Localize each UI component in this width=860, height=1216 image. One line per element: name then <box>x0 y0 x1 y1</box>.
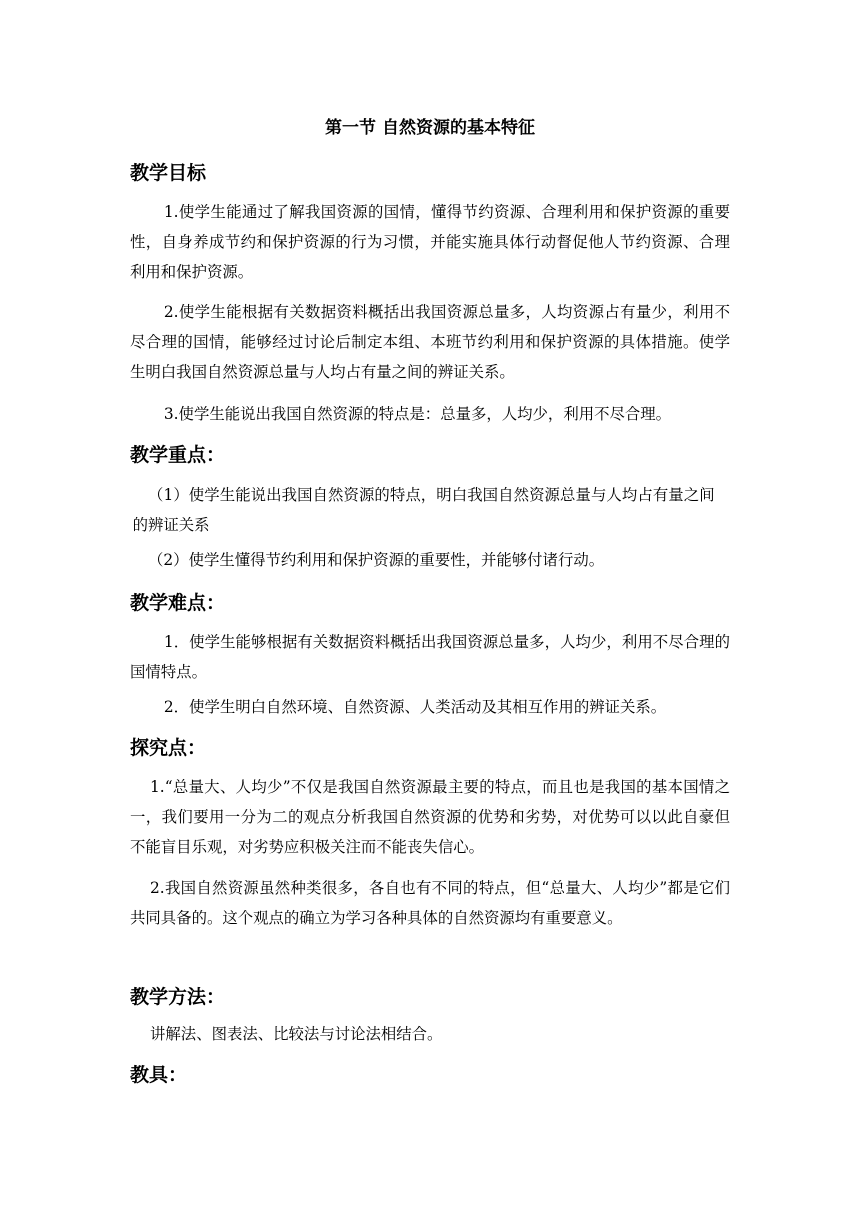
method-item-1: 讲解法、图表法、比较法与讨论法相结合。 <box>150 1025 443 1043</box>
methods-heading: 教学方法： <box>130 986 226 1008</box>
key-points-heading: 教学重点： <box>130 444 226 466</box>
inquiry-heading: 探究点： <box>130 737 207 759</box>
difficulty-item-1: 1．使学生能够根据有关数据资料概括出我国资源总量多，人均少，利用不尽合理的国情特点。 <box>130 633 730 681</box>
objectives-heading: 教学目标 <box>130 162 207 184</box>
objective-item-1: 1.使学生能通过了解我国资源的国情，懂得节约资源、合理利用和保护资源的重要性，自身养成节约和保护资源的行为习惯，并能实施具体行动督促他人节约资源、合理利用和保护资源。 <box>130 203 730 281</box>
inquiry-item-1: 1.“总量大、人均少”不仅是我国自然资源最主要的特点，而且也是我国的基本国情之一，我们要用一分为二的观点分析我国自然资源的优势和劣势，对优势可以以此自豪但不能盲目乐观，对劣势应积极关注而不能丧失信心。 <box>130 778 730 856</box>
difficulties-heading: 教学难点： <box>130 592 226 614</box>
lesson-title: 第一节 自然资源的基本特征 <box>325 118 535 138</box>
key-point-item-2: （2）使学生懂得节约利用和保护资源的重要性，并能够付诸行动。 <box>148 551 605 569</box>
key-point-item-1: （1）使学生能说出我国自然资源的特点，明白我国自然资源总量与人均占有量之间的辨证关系 <box>132 486 715 534</box>
inquiry-item-2: 2.我国自然资源虽然种类很多，各自也有不同的特点，但“总量大、人均少”都是它们共同具备的。这个观点的确立为学习各种具体的自然资源均有重要意义。 <box>130 879 730 927</box>
objective-item-3: 3.使学生能说出我国自然资源的特点是：总量多，人均少，利用不尽合理。 <box>163 405 672 423</box>
tools-heading: 教具： <box>130 1064 188 1086</box>
objective-item-2: 2.使学生能根据有关数据资料概括出我国资源总量多，人均资源占有量少，利用不尽合理的国情，能够经过讨论后制定本组、本班节约利用和保护资源的具体措施。使学生明白我国自然资源总量与人均占有量之间的辨证关系。 <box>130 303 730 381</box>
difficulty-item-2: 2．使学生明白自然环境、自然资源、人类活动及其相互作用的辨证关系。 <box>163 698 667 716</box>
